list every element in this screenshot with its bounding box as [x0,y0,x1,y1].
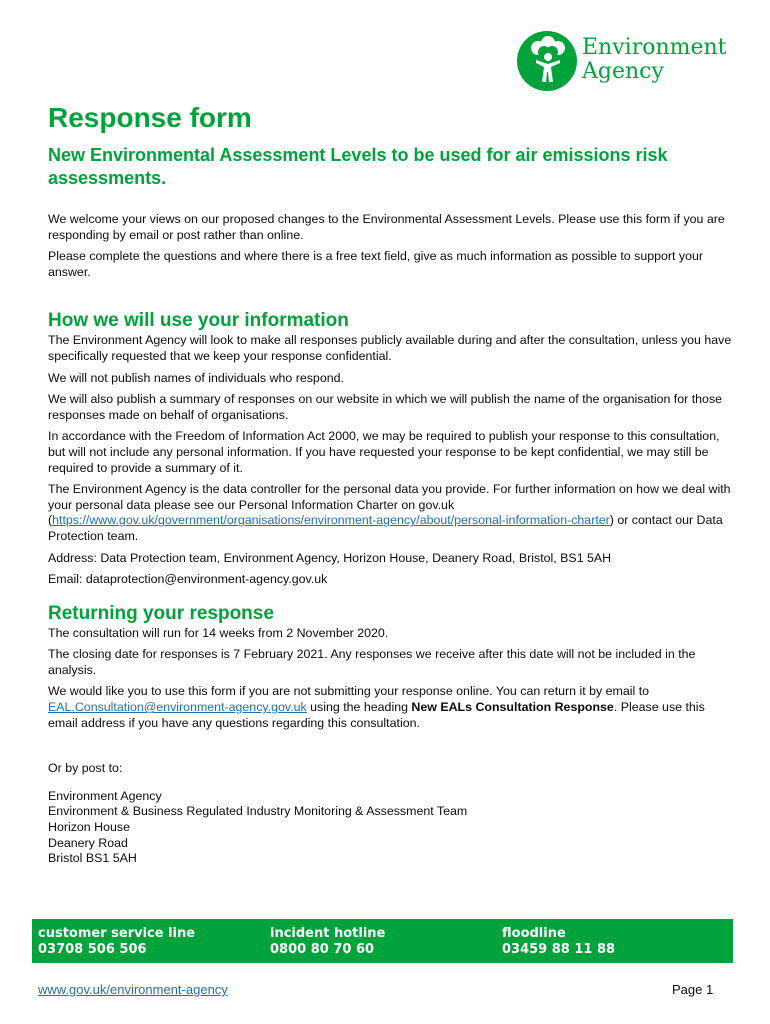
incident-hotline-number: 0800 80 70 60 [270,942,375,957]
tree-person-logo-icon [516,30,578,92]
page-title: Response form [48,102,252,133]
info-paragraph-4: In accordance with the Freedom of Information Act 2000, we may be required to publish your response to this consultation, but will not include any personal information. If you have requested your response to be kept confidential, we may still be required to provide a summary of it. [48,429,720,475]
postal-address [48,789,732,867]
logo-line-2: Agency [582,59,664,84]
page-number: Page 1 [672,982,714,997]
return-section-heading: Returning your response [48,602,274,624]
data-protection-email: Email: dataprotection@environment-agency.gov.uk [48,572,328,587]
return-paragraph-3-end: . Please use this email address if you have any questions regarding this consultation. [48,700,705,730]
intro-paragraph-1: We welcome your views on our proposed changes to the Environmental Assessment Levels. Please use this form if you are responding by email or post rather than online. [48,212,725,242]
logo-text [582,36,727,84]
contact-footer-band [32,919,733,963]
page-subtitle: New Environmental Assessment Levels to be used for air emissions risk assessments. [48,145,668,188]
info-paragraph-1: The Environment Agency will look to make all responses publicly available during and after the consultation, unless you have specifically requested that we keep your response confidential. [48,333,732,363]
info-paragraph-5-end: ) or contact our Data Protection team. [48,513,723,543]
intro-paragraph-2: Please complete the questions and where there is a free text field, give as much information as possible to support your answer. [48,249,703,279]
environment-agency-logo [516,28,746,92]
info-paragraph-5-text: The Environment Agency is the data controller for the personal data you provide. For further information on how we deal with your personal data please see our Personal Information Charter on gov.uk ( [48,482,731,528]
customer-service-contact [38,926,195,958]
floodline-contact [502,926,615,958]
postal-address-line: Horizon House [48,820,130,835]
postal-address-line: Environment & Business Regulated Industry Monitoring & Assessment Team [48,804,468,819]
return-paragraph-2: The closing date for responses is 7 February 2021. Any responses we receive after this date will not be included in the analysis. [48,647,696,677]
return-paragraph-3-text: We would like you to use this form if you are not submitting your response online. You can return it by email to [48,684,650,699]
incident-hotline-contact [270,926,385,958]
consultation-email-link[interactable]: EAL.Consultation@environment-agency.gov.uk [48,700,307,715]
postal-address-line: Deanery Road [48,835,128,850]
return-paragraph-1: The consultation will run for 14 weeks from 2 November 2020. [48,625,389,640]
data-protection-address: Address: Data Protection team, Environment Agency, Horizon House, Deanery Road, Bristol, BS1 5AH [48,550,612,565]
post-intro: Or by post to: [48,761,123,776]
customer-service-label: customer service line [38,926,196,941]
return-paragraph-3-mid: using the heading [306,700,412,715]
main-content [48,100,732,867]
postal-address-line: Bristol BS1 5AH [48,851,137,866]
customer-service-number: 03708 506 506 [38,942,147,957]
postal-address-line: Environment Agency [48,788,162,803]
incident-hotline-label: incident hotline [270,926,386,941]
info-section-heading: How we will use your information [48,310,349,332]
info-paragraph-2: We will not publish names of individuals who respond. [48,370,344,385]
logo-line-1: Environment [582,35,727,60]
floodline-number: 03459 88 11 88 [502,942,616,957]
info-paragraph-5 [48,482,732,544]
info-paragraph-3: We will also publish a summary of responses on our website in which we will publish the name of the organisation for those responses made on behalf of organisations. [48,392,723,422]
return-paragraph-3 [48,684,732,731]
email-heading-bold: New EALs Consultation Response [411,700,614,715]
floodline-label: floodline [502,926,566,941]
website-link[interactable]: www.gov.uk/environment-agency [38,982,228,997]
personal-information-charter-link[interactable]: https://www.gov.uk/government/organisations/environment-agency/about/personal-information-charter [52,513,610,528]
